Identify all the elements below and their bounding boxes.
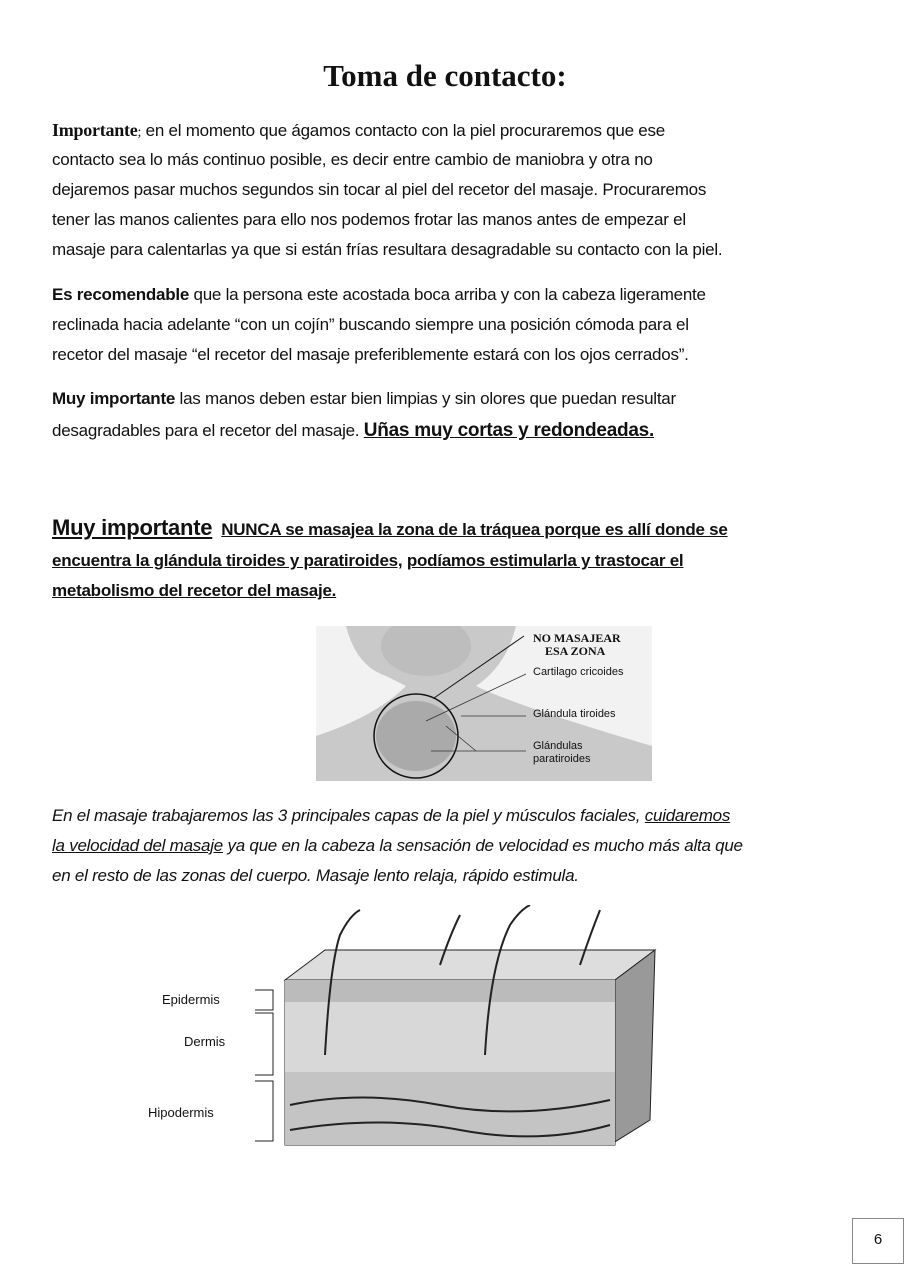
paragraph-line: recetor del masaje “el recetor del masaje preferiblemente estará con los ojos cerrados”. xyxy=(52,345,689,364)
warning-line: metabolismo del recetor del masaje. xyxy=(52,581,337,600)
emphasis-nails: Uñas muy cortas y redondeadas. xyxy=(363,420,655,441)
thyroid-illustration: NO MASAJEAR ESA ZONA Cartilago cricoides Glándula tiroides Glándulas paratiroides xyxy=(316,626,652,781)
paragraph-line: masaje para calentarlas ya que si están frías resultara desagradable su contacto con la piel. xyxy=(52,240,723,259)
page-number: 6 xyxy=(873,1231,883,1248)
skin-block-drawing xyxy=(140,905,660,1150)
page-number-box xyxy=(852,1218,904,1264)
paragraph-line: tener las manos calientes para ello nos podemos frotar las manos antes de empezar el xyxy=(52,210,686,229)
warning-line: Muy importante NUNCA se masajea la zona de la tráquea porque es allí donde se xyxy=(52,515,728,540)
paragraph-line: Es recomendable que la persona este acostada boca arriba y con la cabeza ligeramente xyxy=(52,285,706,304)
warning-line: encuentra la glándula tiroides y paratiroides, podíamos estimularla y trastocar el xyxy=(52,551,684,570)
paragraph-line: en el resto de las zonas del cuerpo. Masaje lento relaja, rápido estimula. xyxy=(52,866,579,885)
paragraph-line: desagradables para el recetor del masaje. Uñas muy cortas y redondeadas. xyxy=(52,420,655,441)
paragraph-line: la velocidad del masaje ya que en la cabeza la sensación de velocidad es mucho más alta que xyxy=(52,836,743,855)
skin-layers-illustration: Epidermis Dermis Hipodermis xyxy=(140,905,660,1150)
paragraph-line: Muy importante las manos deben estar bien limpias y sin olores que puedan resultar xyxy=(52,389,676,408)
paragraph-line: reclinada hacia adelante “con un cojín” buscando siempre una posición cómoda para el xyxy=(52,315,689,334)
paragraph-line: Importante; en el momento que ágamos contacto con la piel procuraremos que ese xyxy=(52,120,665,140)
paragraph-line: En el masaje trabajaremos las 3 principales capas de la piel y músculos faciales, cuidaremos xyxy=(52,806,731,825)
paragraph-line: contacto sea lo más continuo posible, es decir entre cambio de maniobra y otra no xyxy=(52,150,653,169)
paragraph-line: dejaremos pasar muchos segundos sin tocar al piel del recetor del masaje. Procuraremos xyxy=(52,180,707,199)
page-title: Toma de contacto: xyxy=(323,58,567,93)
